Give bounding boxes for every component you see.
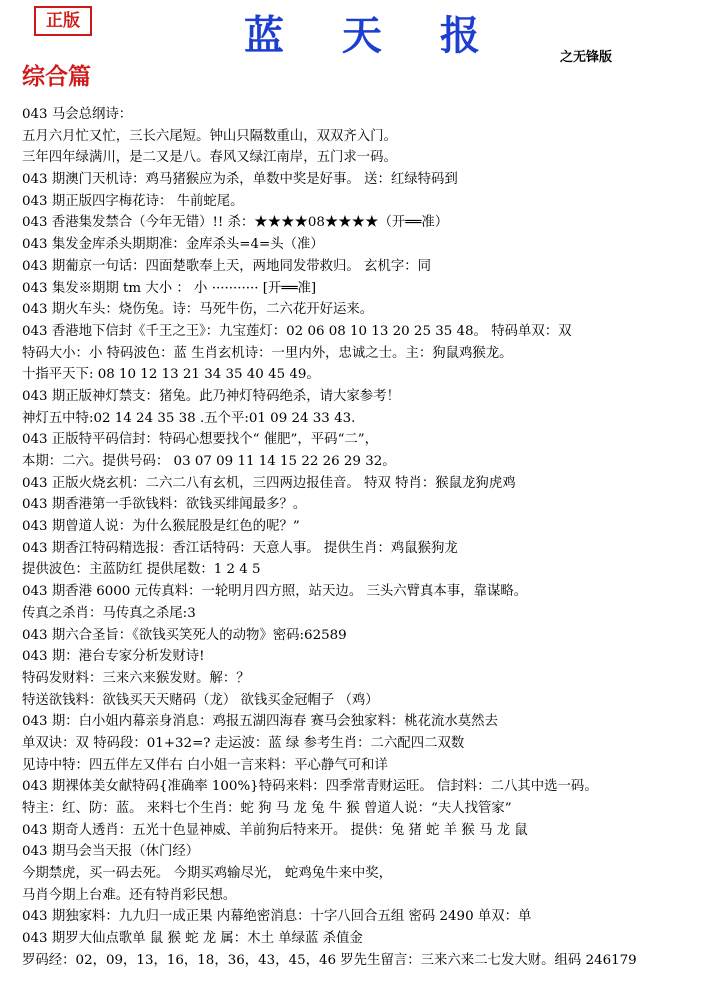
edition-badge: 正版: [34, 6, 92, 36]
section-heading: 综合篇: [22, 64, 91, 90]
page-title: 蓝 天 报: [244, 13, 502, 59]
text-line: 043 香港地下信封《千王之王》：九宝莲灯：02 06 08 10 13 20 25 35 48。 特码单双：双: [22, 323, 572, 339]
text-line: 043 期正版四字梅花诗： 牛前蛇尾。: [22, 193, 244, 209]
text-line: 043 期澳门天机诗：鸡马猪猴应为杀，单数中奖是好事。 送：红绿特码到: [22, 172, 458, 188]
text-line: 罗码经：02，09，13，16，18，36，43，45，46 罗先生留言：三来六来二七发大财。组码 246179: [22, 952, 637, 968]
text-line: 043 期香港 6000 元传真料：一轮明月四方照，站天边。 三头六臂真本事，靠谋略。: [22, 584, 528, 600]
text-line: 马肖今期上台难。还有特肖彩民想。: [22, 887, 237, 903]
text-line: 043 集发金库杀头期期准：金库杀头=4=头（准）: [22, 237, 324, 253]
text-line: 043 正版特平码信封：特码心想要找个“ 催肥”，平码“二”，: [22, 432, 379, 448]
text-line: 提供波色：主蓝防红 提供尾数：1 2 4 5: [22, 562, 261, 578]
text-line: 特主：红、防：蓝。 来料七个生肖：蛇 狗 马 龙 兔 牛 猴 曾道人说：“夫人找管家”: [22, 801, 512, 816]
text-line: 043 期独家料：九九归一成正果 内幕绝密消息：十字八回合五组 密码 2490 单双：单: [22, 909, 532, 925]
text-line: 十指平天下: 08 10 12 13 21 34 35 40 45 49。: [22, 367, 320, 383]
text-line: 043 期裸体美女献特码{准确率 100%}特码来料：四季常青财运旺。 信封料：二八其中选一码。: [22, 779, 598, 795]
text-line: 043 期马会当天报（休门经）: [22, 844, 200, 860]
edition-label: 之无锋版: [560, 50, 613, 65]
text-line: 043 期香港第一手欲钱料：欲钱买绯闻最多？。: [22, 497, 307, 513]
text-line: 三年四年绿满川，是二又是八。春风又绿江南岸，五门求一码。: [22, 150, 397, 166]
text-line: 特码发财料：三来六来猴发财。解：？: [22, 670, 250, 686]
text-line: 043 期：白小姐内幕亲身消息：鸡报五湖四海春 赛马会独家料：桃花流水莫然去: [22, 714, 498, 730]
text-line: 043 香港集发禁合（今年无错）!! 杀：★★★★08★★★★（开══准）: [22, 215, 449, 231]
text-line: 单双诀：双 特码段：01+32=? 走运波：蓝 绿 参考生肖：二六配四二双数: [22, 735, 465, 751]
text-line: 043 期葡京一句话：四面楚歌奉上天，两地同发带救归。 玄机字：同: [22, 258, 432, 274]
text-line: 传真之杀肖：马传真之杀尾:3: [22, 605, 196, 621]
text-line: 本期：二六。提供号码： 03 07 09 11 14 15 22 26 29 32。: [22, 454, 396, 469]
text-line: 043 期火车头：烧伤兔。诗：马死牛伤，二六花开好运来。: [22, 302, 374, 318]
text-line: 043 期奇人透肖：五光十色显神威、羊前狗后特来开。 提供：兔 猪 蛇 羊 猴 马 龙 鼠: [22, 822, 528, 838]
text-line: 043 期正版神灯禁支：猪兔。此乃神灯特码绝杀，请大家参考！: [22, 388, 400, 404]
text-line: 043 期曾道人说：为什么猴屁股是红色的呢？”: [22, 519, 300, 535]
text-line: 今期禁虎，买一码去死。 今期买鸡输尽光， 蛇鸡兔牛来中奖，: [22, 866, 393, 882]
text-line: 神灯五中特:02 14 24 35 38 .五个平:01 09 24 33 43.: [22, 410, 356, 426]
text-line: 043 期香江特码精选报：香江话特码：天意人事。 提供生肖：鸡鼠猴狗龙: [22, 540, 458, 556]
text-line: 043 期罗大仙点歌单 鼠 猴 蛇 龙 属：木土 单绿蓝 杀值金: [22, 931, 363, 947]
text-line: 见诗中特：四五伴左又伴右 白小姐一言来料：平心静气可和详: [22, 757, 388, 773]
text-line: 043 正版火烧玄机：二六二八有玄机，三四两边报佳音。 特双 特肖：猴鼠龙狗虎鸡: [22, 475, 516, 491]
text-line: 五月六月忙又忙，三长六尾短。钟山只隔数重山，双双齐入门。: [22, 128, 397, 144]
article-body: [22, 104, 707, 972]
text-line: 043 期六合圣旨：《欲钱买笑死人的动物》密码:62589: [22, 627, 347, 643]
text-line: 特码大小：小 特码波色：蓝 生肖玄机诗：一里内外，忠诚之士。主：狗鼠鸡猴龙。: [22, 345, 513, 361]
text-line: 043 期：港台专家分析发财诗!: [22, 649, 205, 665]
text-line: 特送欲钱料：欲钱买天天赌码（龙） 欲钱买金冠帽子 （鸡）: [22, 692, 379, 708]
text-line: 043 集发※期期 tm 大小 ： 小 ··········· [开══准]: [22, 280, 317, 296]
text-line: 043 马会总纲诗：: [22, 107, 133, 122]
